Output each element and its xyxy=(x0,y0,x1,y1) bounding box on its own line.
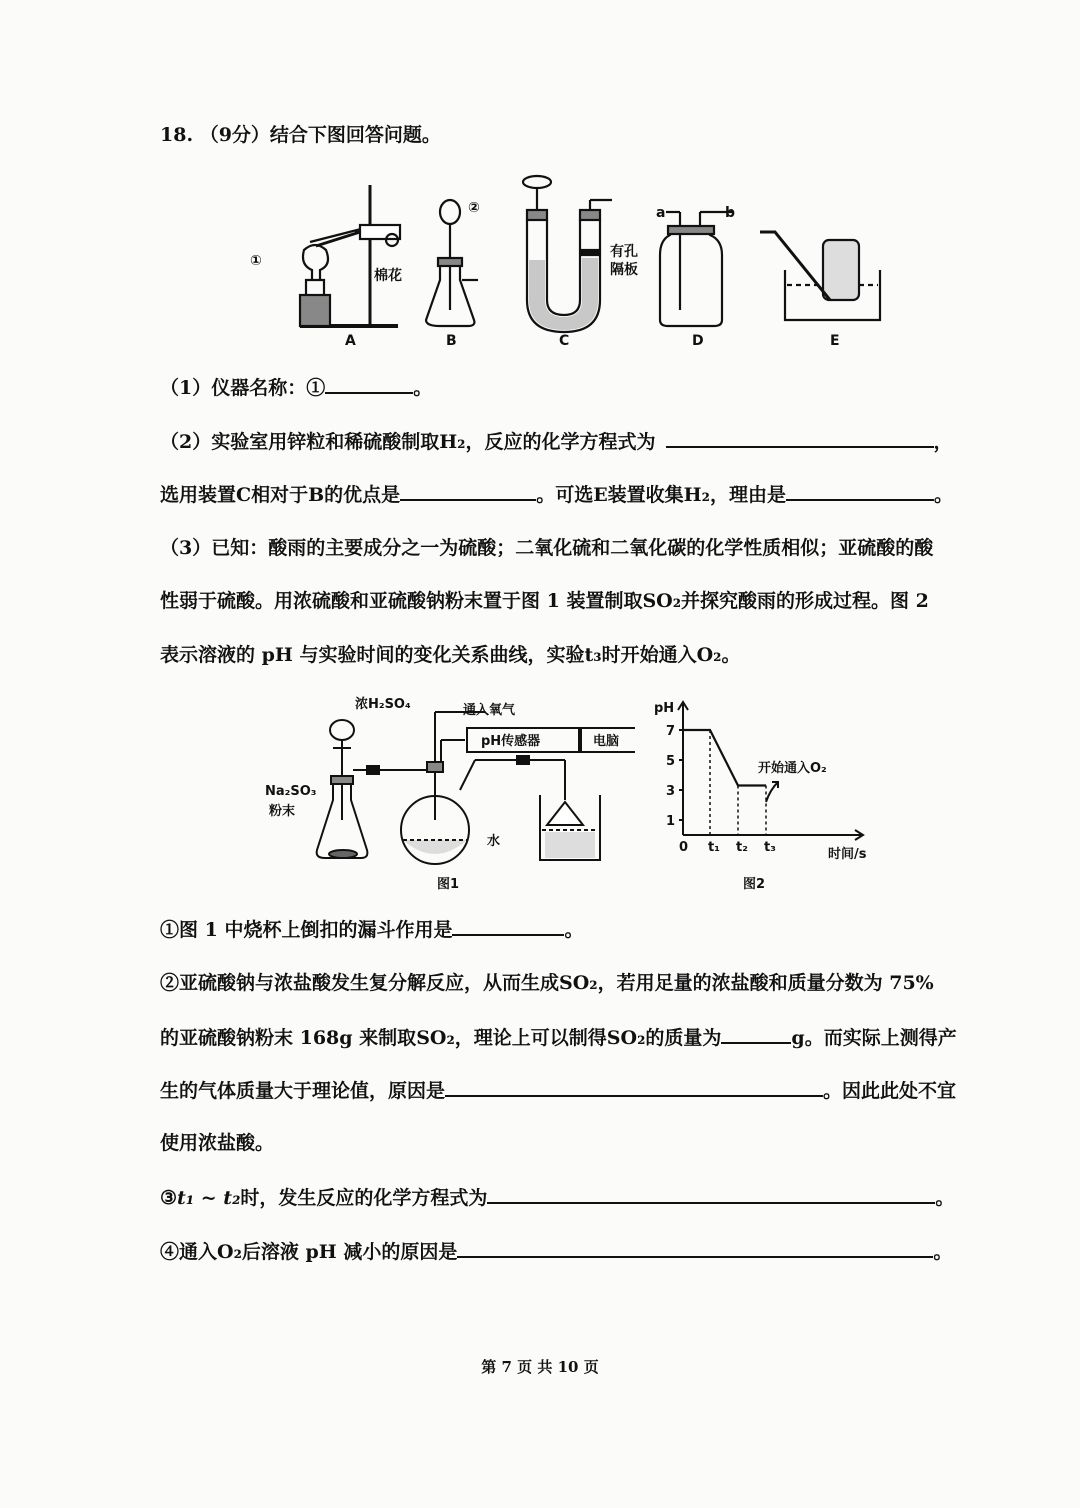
figure-1-caption: 图1 xyxy=(437,877,460,892)
figure-1-apparatus xyxy=(255,690,635,895)
label-b: B xyxy=(446,333,457,349)
port-b-label: b xyxy=(725,205,736,221)
answer-blank[interactable] xyxy=(325,374,413,394)
question-title: 18. （9分）结合下图回答问题。 xyxy=(160,124,441,146)
q1-line: （1）仪器名称：① 。 xyxy=(160,374,432,401)
acid-label: 浓H₂SO₄ xyxy=(355,697,411,712)
page-footer: 第 7 页 共 10 页 xyxy=(481,1358,599,1376)
answer-blank[interactable] xyxy=(487,1184,935,1204)
s2-line3: 生的气体质量大于理论值，原因是 。因此此处不宜 xyxy=(160,1077,956,1104)
x-tick-label: t₃ xyxy=(764,840,776,855)
s3-line: ③t₁ ~ t₂时，发生反应的化学方程式为 。 xyxy=(160,1184,954,1211)
q2-line2: 选用装置C相对于B的优点是 。可选E装置收集H₂，理由是 。 xyxy=(160,481,953,508)
s1-line: ①图 1 中烧杯上倒扣的漏斗作用是 。 xyxy=(160,916,583,943)
x-tick-label: 0 xyxy=(679,840,689,855)
answer-blank[interactable] xyxy=(400,481,536,501)
oxygen-label: 通入氧气 xyxy=(463,703,516,718)
powder-label: 粉末 xyxy=(269,804,296,819)
y-tick-label: 1 xyxy=(666,814,676,829)
apparatus-figure xyxy=(240,170,900,355)
figure-2-caption: 图2 xyxy=(743,877,766,892)
sensor-label: pH传感器 xyxy=(481,734,541,749)
label-a: A xyxy=(345,333,356,349)
after-o2-arrow xyxy=(766,782,778,802)
o2-note: 开始通入O₂ xyxy=(758,761,827,776)
answer-blank[interactable] xyxy=(721,1024,791,1044)
x-axis-label: 时间/s xyxy=(828,847,867,862)
na2so3-label: Na₂SO₃ xyxy=(265,784,317,799)
s2-line1: ②亚硫酸钠与浓盐酸发生复分解反应，从而生成SO₂，若用足量的浓盐酸和质量分数为 75% xyxy=(160,972,934,994)
answer-blank[interactable] xyxy=(786,481,934,501)
figure-2-ph-chart xyxy=(648,690,888,895)
label-c: C xyxy=(559,333,570,349)
water-label: 水 xyxy=(487,834,501,849)
marker-2: ② xyxy=(468,200,480,216)
s2-line2: 的亚硫酸钠粉末 168g 来制取SO₂，理论上可以制得SO₂的质量为 g。而实际上测得产 xyxy=(160,1024,957,1051)
ph-curve xyxy=(683,730,766,786)
q3-line3: 表示溶液的 pH 与实验时间的变化关系曲线，实验t₃时开始通入O₂。 xyxy=(160,644,741,666)
computer-label: 电脑 xyxy=(593,734,620,749)
marker-1: ① xyxy=(250,253,262,269)
cotton-label: 棉花 xyxy=(374,268,402,284)
answer-blank[interactable] xyxy=(445,1077,823,1097)
plate-label-1: 有孔 xyxy=(610,244,638,260)
s2-line4: 使用浓盐酸。 xyxy=(160,1132,275,1154)
y-axis-label: pH xyxy=(654,701,675,716)
y-tick-label: 7 xyxy=(666,724,676,739)
port-a-label: a xyxy=(656,205,666,221)
s4-line: ④通入O₂后溶液 pH 减小的原因是 。 xyxy=(160,1238,952,1265)
plate-label-2: 隔板 xyxy=(610,262,638,278)
x-tick-label: t₁ xyxy=(708,840,720,855)
y-tick-label: 5 xyxy=(666,754,676,769)
x-tick-label: t₂ xyxy=(736,840,748,855)
q3-line1: （3）已知：酸雨的主要成分之一为硫酸；二氧化硫和二氧化碳的化学性质相似；亚硫酸的酸 xyxy=(160,537,934,559)
q2-line1: （2）实验室用锌粒和稀硫酸制取H₂，反应的化学方程式为 ， xyxy=(160,428,953,455)
q3-line2: 性弱于硫酸。用浓硫酸和亚硫酸钠粉末置于图 1 装置制取SO₂并探究酸雨的形成过程。图 2 xyxy=(160,590,929,612)
answer-blank[interactable] xyxy=(457,1238,933,1258)
label-d: D xyxy=(692,333,704,349)
answer-blank[interactable] xyxy=(666,428,934,448)
answer-blank[interactable] xyxy=(452,916,564,936)
label-e: E xyxy=(830,333,840,349)
y-tick-label: 3 xyxy=(666,784,676,799)
